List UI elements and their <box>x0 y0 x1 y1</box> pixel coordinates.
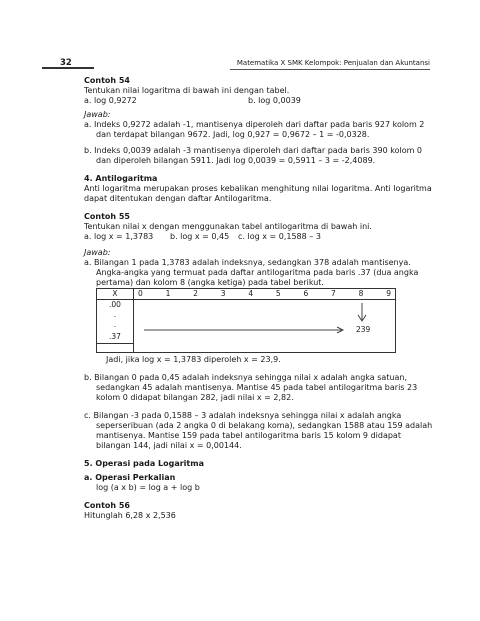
example-55-answer-b-3: kolom 0 didapat bilangan 282, jadi nilai x = 2,82. <box>96 393 294 402</box>
antilog-col-7: 7 <box>331 289 336 298</box>
example-55-answer-c-1: c. Bilangan -3 pada 0,1588 – 3 adalah indeksnya sehingga nilai x adalah angka <box>84 411 402 420</box>
antilog-col-5: 5 <box>275 289 281 298</box>
example-54-answer-a-2: dan terdapat bilangan 9672. Jadi, log 0,927 = 0,9672 – 1 = -0,0328. <box>96 130 370 139</box>
page-number: 32 <box>42 58 94 69</box>
antilog-col-6: 6 <box>303 289 309 298</box>
example-55-items <box>84 232 424 242</box>
example-56-instruction: Hitunglah 6,28 x 2,536 <box>84 511 176 520</box>
antilog-col-8: 8 <box>358 289 364 298</box>
antilog-table-row <box>97 300 396 311</box>
antilog-table-body <box>134 300 396 344</box>
example-54-jawab: Jawab: <box>84 110 111 119</box>
antilog-col-3: 3 <box>220 289 226 298</box>
running-title: Matematika X SMK Kelompok: Penjualan dan Akuntansi <box>230 58 430 70</box>
antilog-value-239: 239 <box>356 325 371 334</box>
example-55-answer-b-1: b. Bilangan 0 pada 0,45 adalah indeksnya sehingga nilai x adalah angka satuan, <box>84 373 408 382</box>
section-4-line-1: Anti logaritma merupakan proses kebalikan menghitung nilai logaritma. Anti logaritma <box>84 184 432 193</box>
section-4-line-2: dapat ditentukan dengan daftar Antilogaritma. <box>84 194 272 203</box>
example-55-item-a: a. log x = 1,3783 <box>84 232 154 241</box>
example-55-heading: Contoh 55 <box>84 212 130 221</box>
example-54-item-a: a. log 0,9272 <box>84 96 137 105</box>
example-55-conclusion-a: Jadi, jika log x = 1,3783 diperoleh x = 23,9. <box>106 355 281 364</box>
example-55-answer-a-1: a. Bilangan 1 pada 1,3783 adalah indeksnya, sedangkan 378 adalah mantisenya. <box>84 258 411 267</box>
page-header <box>0 0 480 80</box>
antilog-row-00: .00 <box>97 300 134 311</box>
antilog-col-0: 0 <box>138 289 143 298</box>
antilog-row-dot-1: . <box>97 310 134 320</box>
example-55-answer-a-3: pertama) dan kolom 8 (angka ketiga) pada tabel berikut. <box>96 278 324 287</box>
antilog-row-dot-2: . <box>97 320 134 330</box>
antilog-row-37: .37 <box>97 330 134 344</box>
example-54-answer-b-2: dan diperoleh bilangan 5911. Jadi log 0,0039 = 0,5911 – 3 = -2,4089. <box>96 156 376 165</box>
example-55-answer-c-2: seperseribuan (ada 2 angka 0 di belakang koma), sedangkan 1588 atau 159 adalah <box>96 421 433 430</box>
example-56-heading: Contoh 56 <box>84 501 130 510</box>
section-5-heading: 5. Operasi pada Logaritma <box>84 459 204 468</box>
example-54-answer-a-1: a. Indeks 0,9272 adalah -1, mantisenya diperoleh dari daftar pada baris 927 kolom 2 <box>84 120 425 129</box>
example-54-heading: Contoh 54 <box>84 76 130 85</box>
example-55-answer-a-2: Angka-angka yang termuat pada daftar antilogaritma pada baris .37 (dua angka <box>96 268 419 277</box>
example-54-item-b: b. log 0,0039 <box>248 96 301 105</box>
antilog-table <box>96 288 396 353</box>
example-55-item-b: b. log x = 0,45 <box>170 232 230 241</box>
section-5a-heading: a. Operasi Perkalian <box>84 473 176 482</box>
example-55-item-c: c. log x = 0,1588 – 3 <box>238 232 321 241</box>
antilog-table-header-row <box>97 289 396 300</box>
antilog-header-x: X <box>97 289 134 300</box>
example-55-instruction: Tentukan nilai x dengan menggunakan tabel antilogaritma di bawah ini. <box>84 222 372 231</box>
example-55-answer-c-4: bilangan 144, jadi nilai x = 0,00144. <box>96 441 242 450</box>
antilog-col-1: 1 <box>165 289 171 298</box>
section-4-heading: 4. Antilogaritma <box>84 174 158 183</box>
example-55-jawab: Jawab: <box>84 248 111 257</box>
example-55-answer-b-2: sedangkan 45 adalah mantisenya. Mantise 45 pada tabel antilogaritma baris 23 <box>96 383 418 392</box>
example-54-instruction: Tentukan nilai logaritma di bawah ini dengan tabel. <box>84 86 290 95</box>
example-54-items <box>84 96 424 106</box>
example-54-answer-b-1: b. Indeks 0,0039 adalah -3 mantisenya diperoleh dari daftar pada baris 390 kolom 0 <box>84 146 423 155</box>
multiplication-formula: log (a x b) = log a + log b <box>96 483 200 492</box>
page-content <box>84 76 433 521</box>
antilog-col-2: 2 <box>193 289 198 298</box>
antilog-col-4: 4 <box>248 289 254 298</box>
antilog-col-9: 9 <box>386 289 391 298</box>
example-55-answer-c-3: mantisenya. Mantise 159 pada tabel antilogaritma baris 15 kolom 9 didapat <box>96 431 401 440</box>
